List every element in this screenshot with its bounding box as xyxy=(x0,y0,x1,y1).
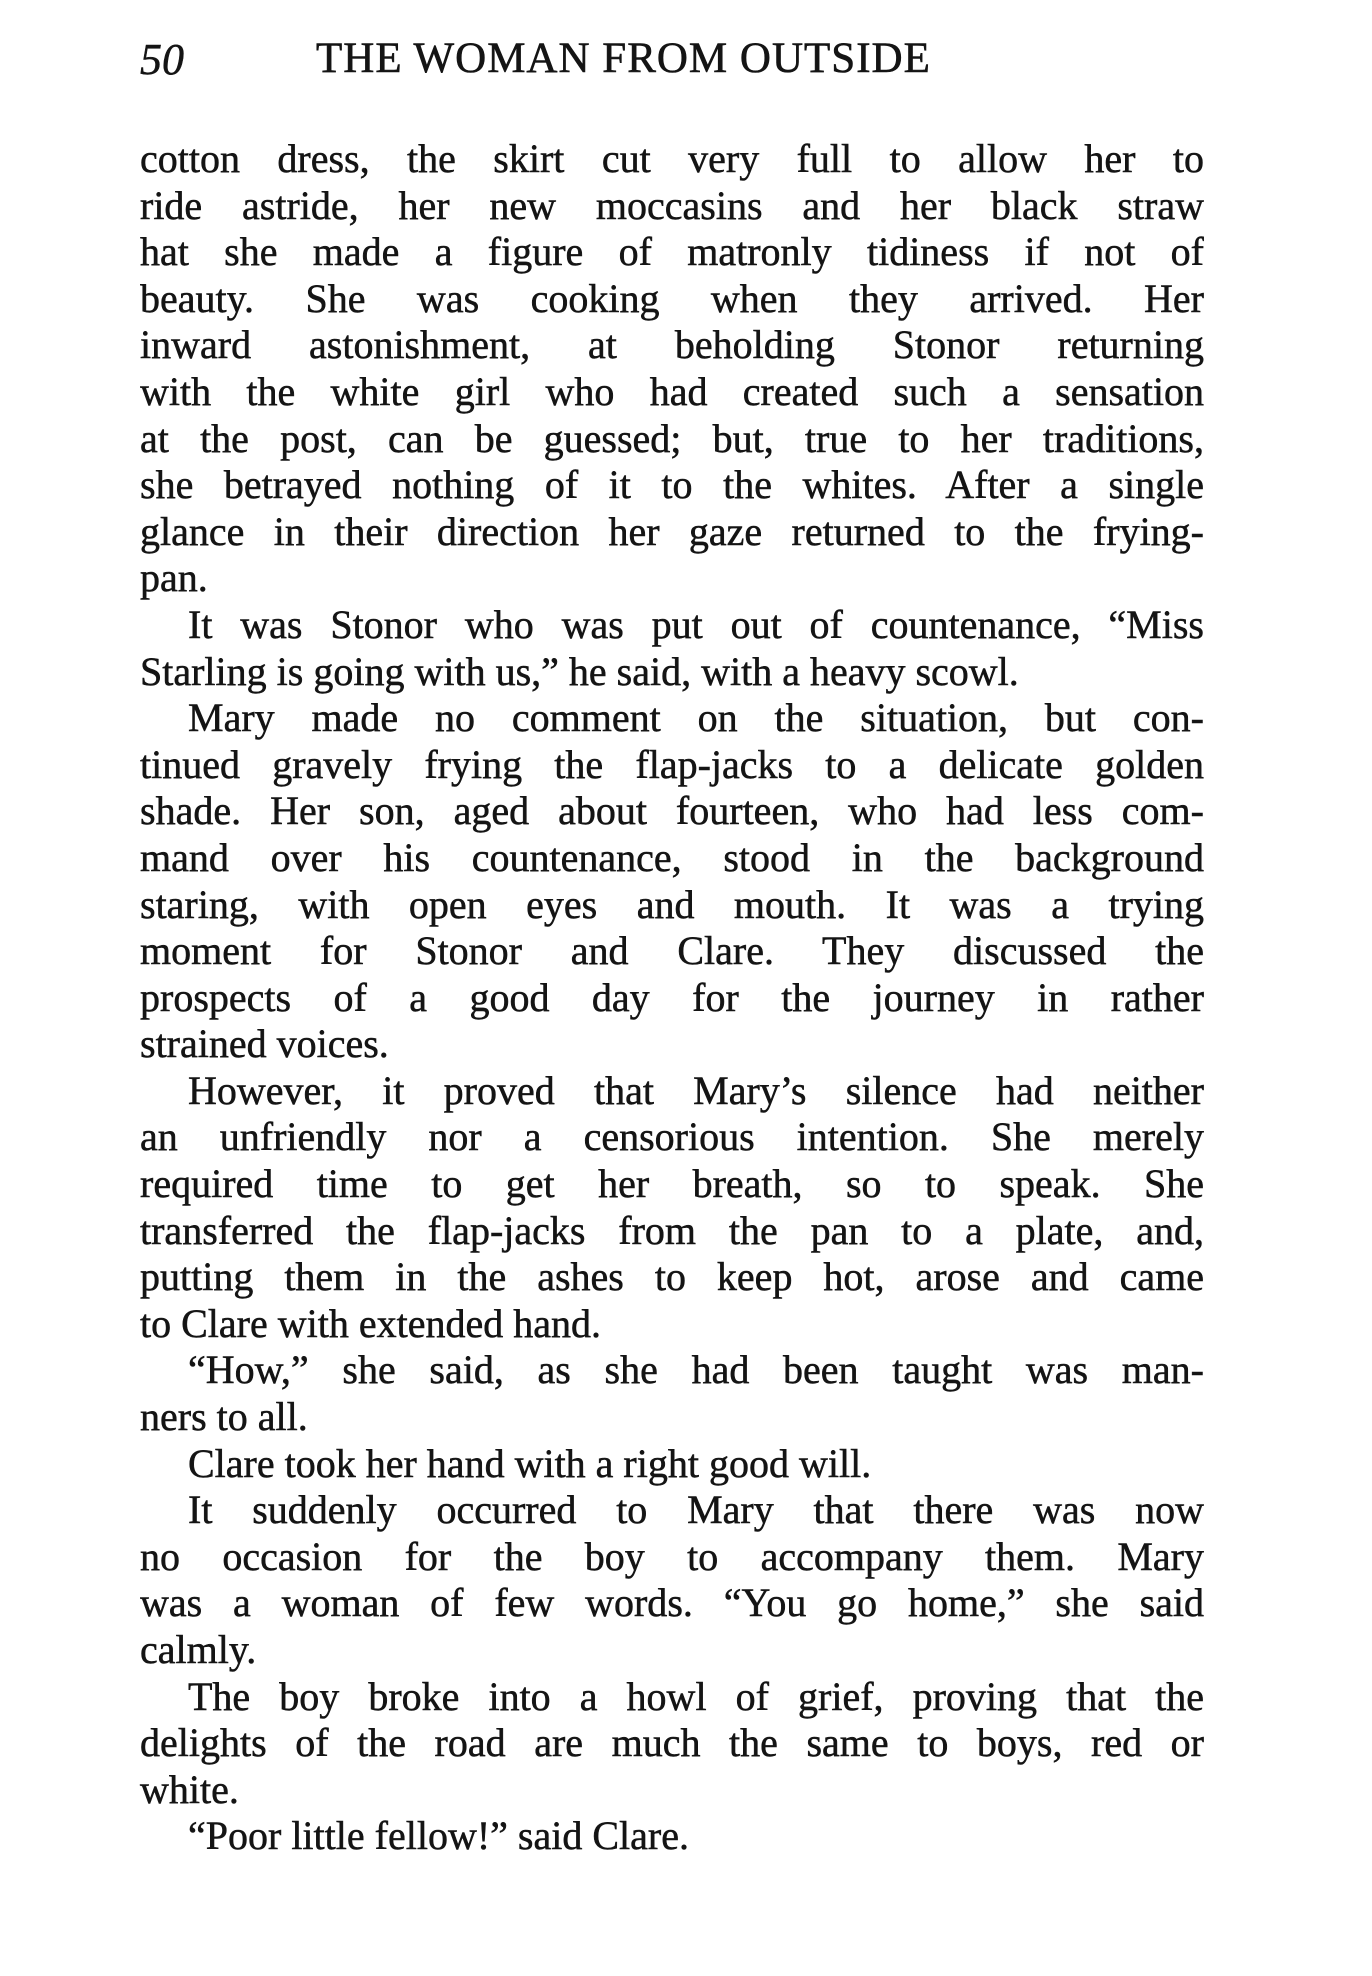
page-header xyxy=(140,34,1200,94)
text-line: Starling is going with us,” he said, with a heavy scowl. xyxy=(140,648,1019,694)
text-line: prospects of a good day for the journey in rather xyxy=(140,974,1204,1020)
text-line: mand over his countenance, stood in the background xyxy=(140,834,1204,880)
text-line: The boy broke into a howl of grief, proving that the xyxy=(188,1673,1204,1719)
text-line: It suddenly occurred to Mary that there was now xyxy=(188,1487,1204,1533)
text-line: transferred the flap-jacks from the pan to a plate, and, xyxy=(140,1207,1204,1253)
paragraph xyxy=(140,695,1204,1068)
paragraph xyxy=(140,1441,1204,1488)
paragraph xyxy=(140,1813,1204,1860)
text-line: glance in their direction her gaze returned to the frying- xyxy=(140,508,1204,554)
text-line: inward astonishment, at beholding Stonor returning xyxy=(140,322,1204,368)
text-line: no occasion for the boy to accompany them. Mary xyxy=(140,1533,1204,1579)
text-line: white. xyxy=(140,1766,239,1812)
text-line: tinued gravely frying the flap-jacks to a delicate golden xyxy=(140,741,1204,787)
text-line: pan. xyxy=(140,555,208,601)
text-line: was a woman of few words. “You go home,” she said xyxy=(140,1580,1204,1626)
text-line: shade. Her son, aged about fourteen, who had less com- xyxy=(140,788,1204,834)
page-body xyxy=(140,136,1204,1860)
text-line: with the white girl who had created such a sensation xyxy=(140,368,1204,414)
text-line: an unfriendly nor a censorious intention. She merely xyxy=(140,1114,1204,1160)
text-line: staring, with open eyes and mouth. It was a trying xyxy=(140,881,1204,927)
text-line: “How,” she said, as she had been taught was man- xyxy=(188,1347,1204,1393)
page-number: 50 xyxy=(140,35,184,84)
text-line: ners to all. xyxy=(140,1394,308,1440)
text-line: strained voices. xyxy=(140,1021,389,1067)
text-line: “Poor little fellow!” said Clare. xyxy=(188,1813,689,1859)
text-line: moment for Stonor and Clare. They discussed the xyxy=(140,928,1204,974)
paragraph xyxy=(140,1347,1204,1440)
text-line: Clare took her hand with a right good will. xyxy=(188,1440,872,1486)
text-line: at the post, can be guessed; but, true to her traditions, xyxy=(140,415,1204,461)
text-line: beauty. She was cooking when they arrived. Her xyxy=(140,275,1204,321)
paragraph xyxy=(140,602,1204,695)
text-line: hat she made a figure of matronly tidiness if not of xyxy=(140,229,1204,275)
text-line: However, it proved that Mary’s silence had neither xyxy=(188,1067,1204,1113)
text-line: required time to get her breath, so to speak. She xyxy=(140,1161,1204,1207)
text-line: she betrayed nothing of it to the whites. After a single xyxy=(140,462,1204,508)
paragraph xyxy=(140,1674,1204,1814)
running-title: THE WOMAN FROM OUTSIDE xyxy=(316,35,931,82)
text-line: delights of the road are much the same to boys, red or xyxy=(140,1720,1204,1766)
paragraph xyxy=(140,136,1204,602)
text-line: to Clare with extended hand. xyxy=(140,1300,601,1346)
text-line: ride astride, her new moccasins and her black straw xyxy=(140,182,1204,228)
paragraph xyxy=(140,1487,1204,1673)
text-line: It was Stonor who was put out of countenance, “Miss xyxy=(188,601,1204,647)
text-line: calmly. xyxy=(140,1627,257,1672)
paragraph xyxy=(140,1068,1204,1348)
text-line: cotton dress, the skirt cut very full to allow her to xyxy=(140,136,1204,181)
text-line: putting them in the ashes to keep hot, arose and came xyxy=(140,1254,1204,1300)
text-line: Mary made no comment on the situation, but con- xyxy=(188,695,1204,741)
